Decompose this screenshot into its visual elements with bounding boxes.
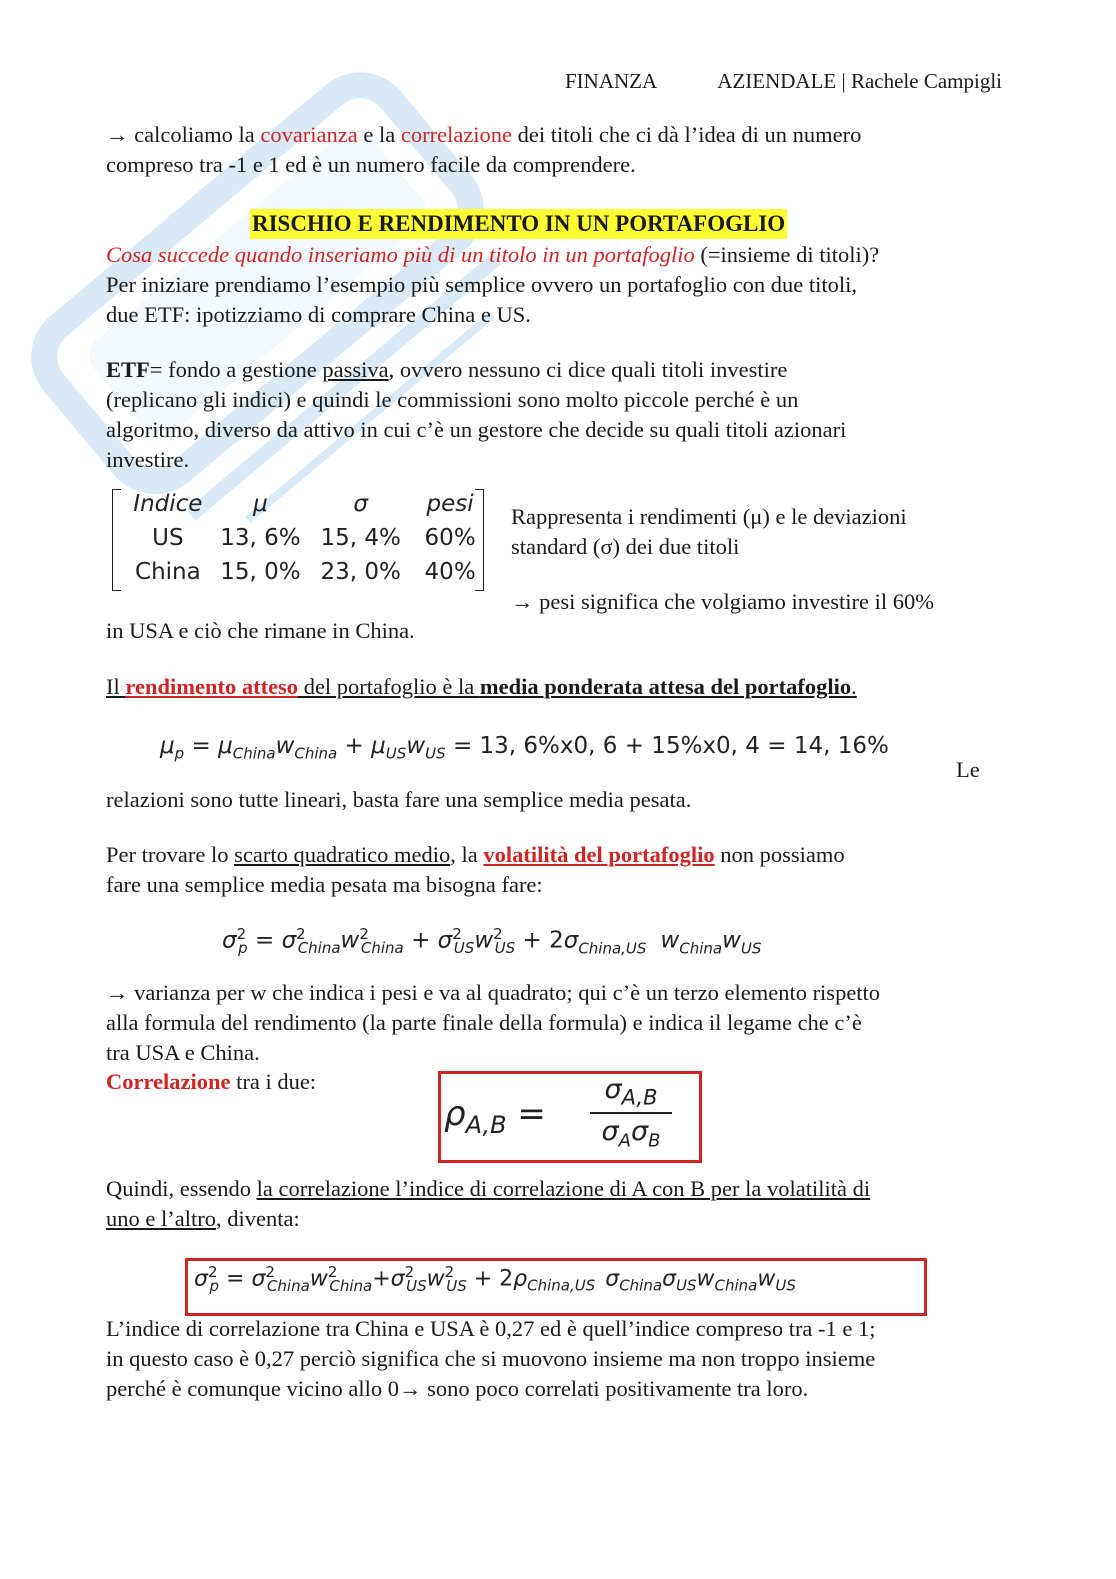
formula-sub: US	[446, 1276, 467, 1295]
formula-op: =	[247, 927, 282, 954]
rendimento-text: .	[851, 674, 857, 699]
formula-sub: China,US	[527, 1276, 596, 1295]
term-etf: ETF	[106, 357, 150, 382]
varianza-text: alla formula del rendimento (la parte finale della formula) e indica il legame che c’è	[106, 1010, 862, 1035]
term-scarto-quadratico: scarto quadratico medio	[234, 842, 451, 867]
formula-sub: A,B	[621, 1085, 658, 1110]
formula-sup: 2	[493, 925, 503, 943]
formula-sub: US	[676, 1276, 697, 1295]
formula-sub: p	[209, 1276, 220, 1295]
rendimento-text: del portafoglio è la	[298, 674, 480, 699]
data-matrix	[108, 487, 486, 591]
formula-correlazione	[444, 1074, 694, 1158]
pesi-note-cont	[106, 616, 1006, 646]
term-rendimento-atteso: rendimento atteso	[125, 674, 299, 699]
formula-rhs: = 13, 6%x0, 6 + 15%x0, 4 = 14, 16%	[445, 733, 889, 759]
formula-symbol: w	[406, 733, 426, 759]
formula-symbol: w	[340, 927, 360, 954]
matrix-bracket-left	[112, 489, 121, 591]
formula-symbol: σ	[604, 1074, 622, 1105]
formula-coef: 2	[549, 927, 564, 954]
formula-sub: A	[618, 1130, 631, 1152]
formula-symbol: σ	[601, 1116, 619, 1147]
formula-symbol: σ	[194, 1266, 208, 1292]
formula-sub: p	[174, 744, 185, 763]
formula-sub: US	[494, 939, 516, 958]
intro-text: dei titoli che ci dà l’idea di un numero	[512, 122, 862, 147]
formula-symbol: ρ	[444, 1094, 466, 1134]
formula-symbol: μ	[160, 733, 175, 759]
quindi-underlined: la correlazione l’indice di correlazione di A con B per la volatilità di	[256, 1176, 871, 1201]
formula-symbol: w	[426, 1266, 445, 1292]
varianza-text: → varianza per w che indica i pesi e va al quadrato; qui c’è un terzo elemento rispetto	[106, 980, 881, 1005]
term-covarianza: covarianza	[260, 122, 358, 147]
formula-op: +	[515, 927, 550, 954]
formula-sub: p	[238, 939, 248, 958]
matrix-header: Indice	[133, 491, 203, 517]
formula-sub: China	[266, 1276, 310, 1295]
matrix-cell: 60%	[424, 525, 476, 551]
matrix-desc-line: standard (σ) dei due titoli	[511, 534, 740, 559]
intro-text: e la	[357, 122, 401, 147]
volatilita-text: non possiamo	[714, 842, 845, 867]
formula-sub: A,B	[465, 1110, 507, 1139]
matrix-row	[122, 521, 486, 555]
question-italic: Cosa succede quando inseriamo più di un titolo in un portafoglio	[106, 242, 695, 267]
formula-sup: 2	[359, 925, 369, 943]
formula-sup: 2	[207, 1263, 218, 1281]
intro-paragraph	[106, 120, 1006, 180]
formula-sub: US	[775, 1276, 796, 1295]
conclusione-paragraph	[106, 1314, 1006, 1404]
pesi-text: → pesi significa che volgiamo investire il 60%	[511, 589, 935, 614]
formula-symbol: w	[309, 1266, 328, 1292]
term-media-ponderata: media ponderata attesa del portafoglio	[479, 674, 852, 699]
rendimento-paragraph	[106, 672, 1006, 702]
formula-symbol: σ	[222, 927, 237, 954]
formula-symbol: σ	[630, 1116, 649, 1147]
matrix-cell: 40%	[424, 559, 476, 585]
formula-sub: US	[740, 939, 762, 958]
p2-line: due ETF: ipotizziamo di comprare China e US.	[106, 302, 531, 327]
formula-op: +	[403, 927, 438, 954]
etf-paragraph	[106, 355, 1006, 475]
matrix-table	[122, 487, 486, 589]
formula-symbol: μ	[218, 733, 233, 759]
formula-op: +	[372, 1266, 391, 1292]
formula-symbol: σ	[281, 927, 297, 954]
formula-symbol: w	[696, 1266, 715, 1292]
matrix-header: pesi	[426, 491, 474, 517]
etf-text: (replicano gli indici) e quindi le commissioni sono molto piccole perché è un	[106, 387, 799, 412]
term-passiva: passiva	[322, 357, 389, 382]
formula-op: =	[219, 1266, 252, 1292]
volatilita-paragraph	[106, 840, 1006, 900]
lineari-text: relazioni sono tutte lineari, basta fare una semplice media pesata.	[106, 787, 692, 812]
formula-sup: 2	[265, 1263, 275, 1281]
page-header	[565, 69, 1002, 94]
formula-sub: US	[425, 744, 446, 763]
formula-varianza	[222, 925, 761, 957]
matrix-desc-line: Rappresenta i rendimenti (μ) e le deviazioni	[511, 504, 907, 529]
quindi-text: , diventa:	[215, 1206, 300, 1231]
formula-op: =	[184, 733, 219, 759]
formula-rendimento	[160, 733, 889, 763]
header-title: AZIENDALE | Rachele Campigli	[717, 69, 1002, 93]
formula-sup: 2	[327, 1263, 338, 1281]
formula-symbol: σ	[390, 1266, 405, 1292]
formula-sub: B	[648, 1130, 661, 1152]
pesi-note	[511, 587, 1011, 617]
formula-op: +	[337, 733, 372, 759]
etf-text: algoritmo, diverso da attivo in cui c’è un gestore che decide su quali titoli azionari	[106, 417, 847, 442]
matrix-cell: US	[152, 525, 184, 551]
formula-symbol: σ	[563, 927, 579, 954]
matrix-cell: 15, 0%	[220, 559, 301, 585]
le-word: Le	[956, 757, 980, 782]
formula-op: =	[506, 1094, 546, 1134]
volatilita-text: , la	[450, 842, 484, 867]
formula-symbol: w	[660, 927, 680, 954]
conclusione-text: perché è comunque vicino allo 0→ sono poco correlati positivamente tra loro.	[106, 1376, 809, 1401]
formula-symbol: ρ	[513, 1266, 528, 1292]
etf-text: = fondo a gestione	[149, 357, 323, 382]
formula-sub: US	[453, 939, 475, 958]
intro-text: → calcoliamo la	[106, 122, 261, 147]
matrix-header: σ	[353, 491, 368, 517]
volatilita-text: fare una semplice media pesata ma bisogna fare:	[106, 872, 543, 897]
term-correlazione: correlazione	[400, 122, 513, 147]
matrix-cell: 13, 6%	[220, 525, 301, 551]
matrix-header: μ	[253, 491, 268, 517]
intro-text: compreso tra -1 e 1 ed è un numero facile da comprendere.	[106, 152, 636, 177]
formula-coef: + 2	[466, 1266, 514, 1292]
etf-text: investire.	[106, 447, 190, 472]
formula-sup: 2	[296, 925, 306, 943]
term-volatilita: volatilità del portafoglio	[483, 842, 715, 867]
formula-symbol: σ	[605, 1266, 620, 1292]
conclusione-text: L’indice di correlazione tra China e USA è 0,27 ed è quell’indice compreso tra -1 e 1;	[106, 1316, 876, 1341]
quindi-text: Quindi, essendo	[106, 1176, 257, 1201]
correlazione-text: tra i due:	[230, 1069, 317, 1094]
volatilita-text: Per trovare lo	[106, 842, 235, 867]
quindi-paragraph	[106, 1174, 1006, 1234]
formula-sup: 2	[236, 925, 247, 943]
formula-sub: China,US	[578, 939, 647, 958]
matrix-cell: 23, 0%	[320, 559, 401, 585]
varianza-text: tra USA e China.	[106, 1040, 260, 1065]
p2-line: Per iniziare prendiamo l’esempio più semplice ovvero un portafoglio con due titoli,	[106, 272, 858, 297]
varianza-paragraph	[106, 978, 1006, 1068]
fraction-numerator	[590, 1074, 672, 1109]
formula-symbol: w	[722, 927, 741, 954]
formula-symbol: w	[474, 927, 494, 954]
matrix-header-row	[122, 487, 486, 521]
rendimento-text: Il	[106, 674, 126, 699]
formula-sub: US	[385, 744, 407, 763]
formula-symbol: σ	[251, 1266, 266, 1292]
quindi-underlined: uno e l’altro	[106, 1206, 216, 1231]
formula-symbol: σ	[437, 927, 453, 954]
matrix-description	[511, 502, 1011, 562]
question-paragraph	[106, 240, 1006, 330]
formula-sub: China	[232, 744, 276, 763]
formula-sup: 2	[404, 1263, 415, 1281]
header-course: FINANZA	[565, 69, 658, 93]
formula-symbol: w	[275, 733, 295, 759]
formula-symbol: w	[757, 1266, 776, 1292]
formula-sub: China	[714, 1276, 758, 1295]
formula-sub: China	[679, 939, 723, 958]
pesi-text: in USA e ciò che rimane in China.	[106, 618, 415, 643]
fraction-denominator	[590, 1116, 672, 1151]
formula-sub: China	[619, 1276, 663, 1295]
matrix-cell: 15, 4%	[320, 525, 401, 551]
formula-sub: US	[406, 1276, 427, 1295]
formula-sup: 2	[444, 1263, 455, 1281]
question-rest: (=insieme di titoli)?	[694, 242, 880, 267]
term-correlazione-bold: Correlazione	[106, 1069, 231, 1094]
formula-sub: China	[360, 939, 404, 958]
section-title: RISCHIO E RENDIMENTO IN UN PORTAFOGLIO	[250, 209, 787, 239]
formula-symbol: σ	[662, 1266, 677, 1292]
formula-volatilita-completa	[194, 1263, 796, 1295]
formula-symbol: μ	[371, 733, 386, 759]
matrix-cell: China	[135, 559, 201, 585]
formula-sub: China	[297, 939, 341, 958]
conclusione-text: in questo caso è 0,27 perciò significa che si muovono insieme ma non troppo insieme	[106, 1346, 876, 1371]
lineari-paragraph	[106, 785, 1006, 815]
formula-sup: 2	[452, 925, 462, 943]
matrix-row	[122, 555, 486, 589]
formula-sub: China	[294, 744, 338, 763]
formula-sub: China	[329, 1276, 373, 1295]
fraction-bar	[590, 1112, 672, 1114]
etf-text: , ovvero nessuno ci dice quali titoli investire	[388, 357, 788, 382]
